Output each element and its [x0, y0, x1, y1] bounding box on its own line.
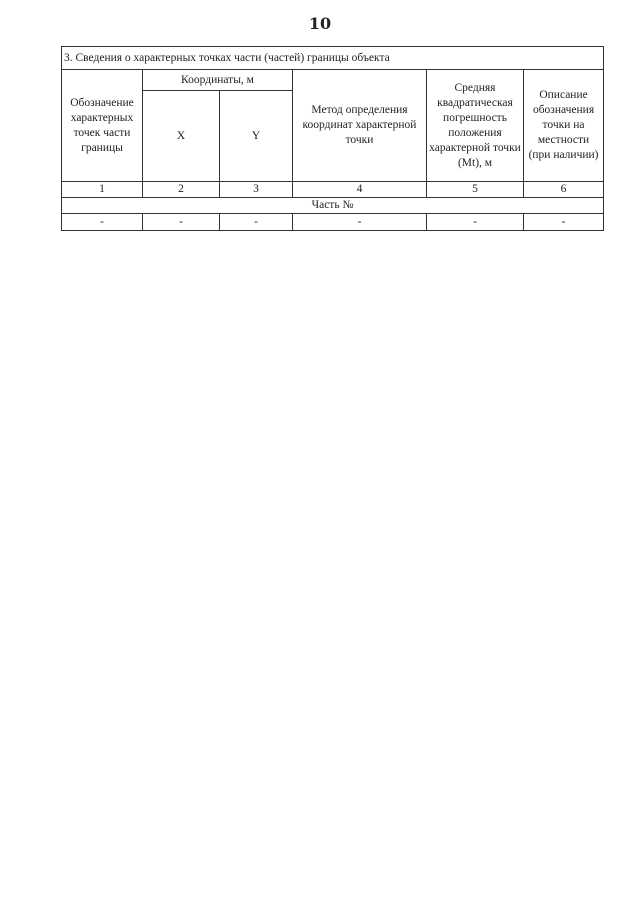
table-cell: -: [427, 214, 524, 231]
header-x: X: [143, 91, 220, 182]
header-coordinates: Координаты, м: [143, 70, 293, 91]
table-row: [62, 214, 604, 231]
column-number: 6: [524, 182, 604, 198]
table-cell: -: [143, 214, 220, 231]
table-cell: -: [220, 214, 293, 231]
table-cell: -: [524, 214, 604, 231]
column-number: 1: [62, 182, 143, 198]
header-method: Метод определения координат характерной точки: [293, 70, 427, 182]
header-designation: Обозначение характерных точек части границы: [62, 70, 143, 182]
header-row-1: [62, 70, 604, 91]
page-number: 10: [308, 14, 332, 33]
characteristic-points-table: [61, 46, 604, 231]
table-cell: -: [293, 214, 427, 231]
header-y: Y: [220, 91, 293, 182]
column-number: 3: [220, 182, 293, 198]
part-label-row: [62, 198, 604, 214]
header-error: Средняя квадратическая погрешность положения характерной точки (Mt), м: [427, 70, 524, 182]
section-title-row: [62, 47, 604, 70]
table-cell: -: [62, 214, 143, 231]
section-title: 3. Сведения о характерных точках части (частей) границы объекта: [62, 47, 604, 70]
column-number: 2: [143, 182, 220, 198]
column-numbers-row: [62, 182, 604, 198]
column-number: 5: [427, 182, 524, 198]
part-label: Часть №: [62, 198, 604, 214]
header-description: Описание обозначения точки на местности (при наличии): [524, 70, 604, 182]
column-number: 4: [293, 182, 427, 198]
